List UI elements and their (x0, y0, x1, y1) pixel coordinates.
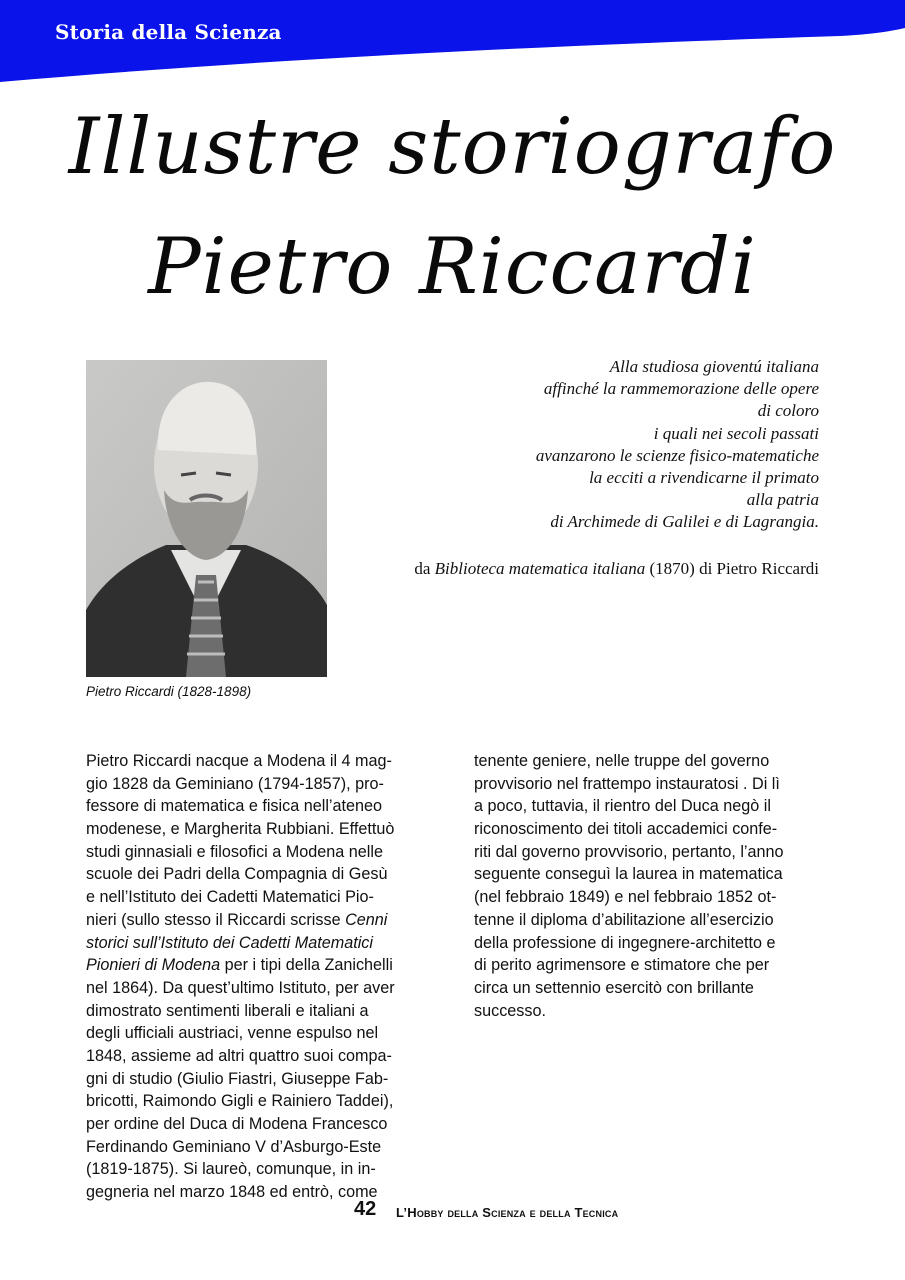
text-line: Pietro Riccardi nacque a Modena il 4 mag- (86, 752, 392, 770)
text-line: tenente geniere, nelle truppe del governo (474, 752, 770, 770)
epigraph-line: alla patria (746, 490, 819, 510)
text-line: gio 1828 da Geminiano (1794-1857), pro- (86, 774, 384, 793)
epigraph-line: avanzarono le scienze fisico-matematiche (535, 445, 819, 465)
header-banner (0, 0, 905, 82)
magazine-name: L’Hobby della Scienza e della Tecnica (396, 1205, 619, 1220)
text-line: nel 1864). Da quest’ultimo Istituto, per aver (86, 978, 395, 997)
text-line (86, 954, 432, 977)
epigraph-line: Alla studiosa gioventú italiana (609, 357, 819, 376)
article-title-line-2: Pietro Riccardi (148, 222, 757, 312)
epigraph-line: i quali nei secoli passati (653, 423, 819, 443)
text-run: per i tipi della Zanichelli (220, 956, 393, 975)
text-line: a poco, tuttavia, il rientro del Duca negò il (474, 797, 771, 816)
text-line: (1819-1875). Si laureò, comunque, in in- (86, 1160, 376, 1179)
page-number: 42 (354, 1198, 377, 1220)
source-suffix: (1870) di Pietro Riccardi (649, 559, 819, 578)
text-line: della professione di ingegnere-architetto e (474, 933, 776, 952)
section-label: Storia della Scienza (55, 20, 282, 44)
text-run: nieri (sullo stesso il Riccardi scrisse (86, 910, 346, 929)
italic-run: storici sull’Istituto dei Cadetti Matematici (86, 933, 373, 952)
article-title-line-1: Illustre storiografo (68, 102, 837, 192)
text-line (86, 909, 432, 932)
text-line: Ferdinando Geminiano V d’Asburgo-Este (86, 1137, 382, 1156)
italic-run: Cenni (345, 910, 388, 929)
text-line: scuole dei Padri della Compagnia di Gesù (86, 865, 388, 884)
text-line: (nel febbraio 1849) e nel febbraio 1852 ot- (474, 888, 777, 907)
italic-run: Pionieri di Modena (86, 956, 221, 975)
text-line: provvisorio nel frattempo instauratosi . Di lì (474, 774, 780, 793)
text-line: gni di studio (Giulio Fiastri, Giuseppe Fab- (86, 1069, 389, 1088)
text-line: 1848, assieme ad altri quattro suoi compa- (86, 1046, 392, 1065)
body-column-left (86, 750, 432, 1204)
text-line: seguente conseguì la laurea in matematica (474, 865, 783, 884)
text-line: per ordine del Duca di Modena Francesco (86, 1115, 388, 1133)
text-line: successo. (474, 1001, 546, 1020)
text-line: bricotti, Raimondo Gigli e Rainiero Taddei), (86, 1092, 394, 1111)
text-line: fessore di matematica e fisica nell’ateneo (86, 797, 383, 816)
epigraph-line: di Archimede di Galilei e di Lagrangia. (550, 512, 819, 532)
text-line: circa un settennio esercitò con brillante (474, 978, 754, 997)
text-line (86, 932, 432, 955)
text-line: riti dal governo provvisorio, pertanto, l’anno (474, 842, 784, 861)
epigraph (399, 356, 819, 534)
epigraph-line: di coloro (757, 401, 819, 421)
text-line: e nell’Istituto dei Cadetti Matematici Pio- (86, 888, 374, 907)
text-line: gegneria nel marzo 1848 ed entrò, come (86, 1183, 378, 1202)
text-line: modenese, e Margherita Rubbiani. Effettuò (86, 820, 395, 839)
epigraph-line: affinché la rammemorazione delle opere (543, 379, 819, 399)
text-line: di perito agrimensore e stimatore che per (474, 956, 770, 975)
portrait-photo (86, 360, 327, 677)
text-line: degli ufficiali austriaci, venne espulso nel (86, 1024, 379, 1043)
source-title: Biblioteca matematica italiana (434, 559, 646, 578)
text-line: studi ginnasiali e filosofici a Modena nelle (86, 842, 383, 861)
text-line: tenne il diploma d’abilitazione all’esercizio (474, 910, 774, 929)
photo-caption: Pietro Riccardi (1828-1898) (86, 684, 252, 699)
text-line: riconoscimento dei titoli accademici confe- (474, 820, 778, 839)
body-column-right (474, 750, 820, 1022)
epigraph-source (414, 559, 819, 579)
text-line: dimostrato sentimenti liberali e italiani a (86, 1001, 369, 1020)
source-prefix: da (414, 559, 431, 578)
page-footer (0, 1198, 905, 1228)
epigraph-line: la ecciti a rivendicarne il primato (589, 468, 819, 488)
